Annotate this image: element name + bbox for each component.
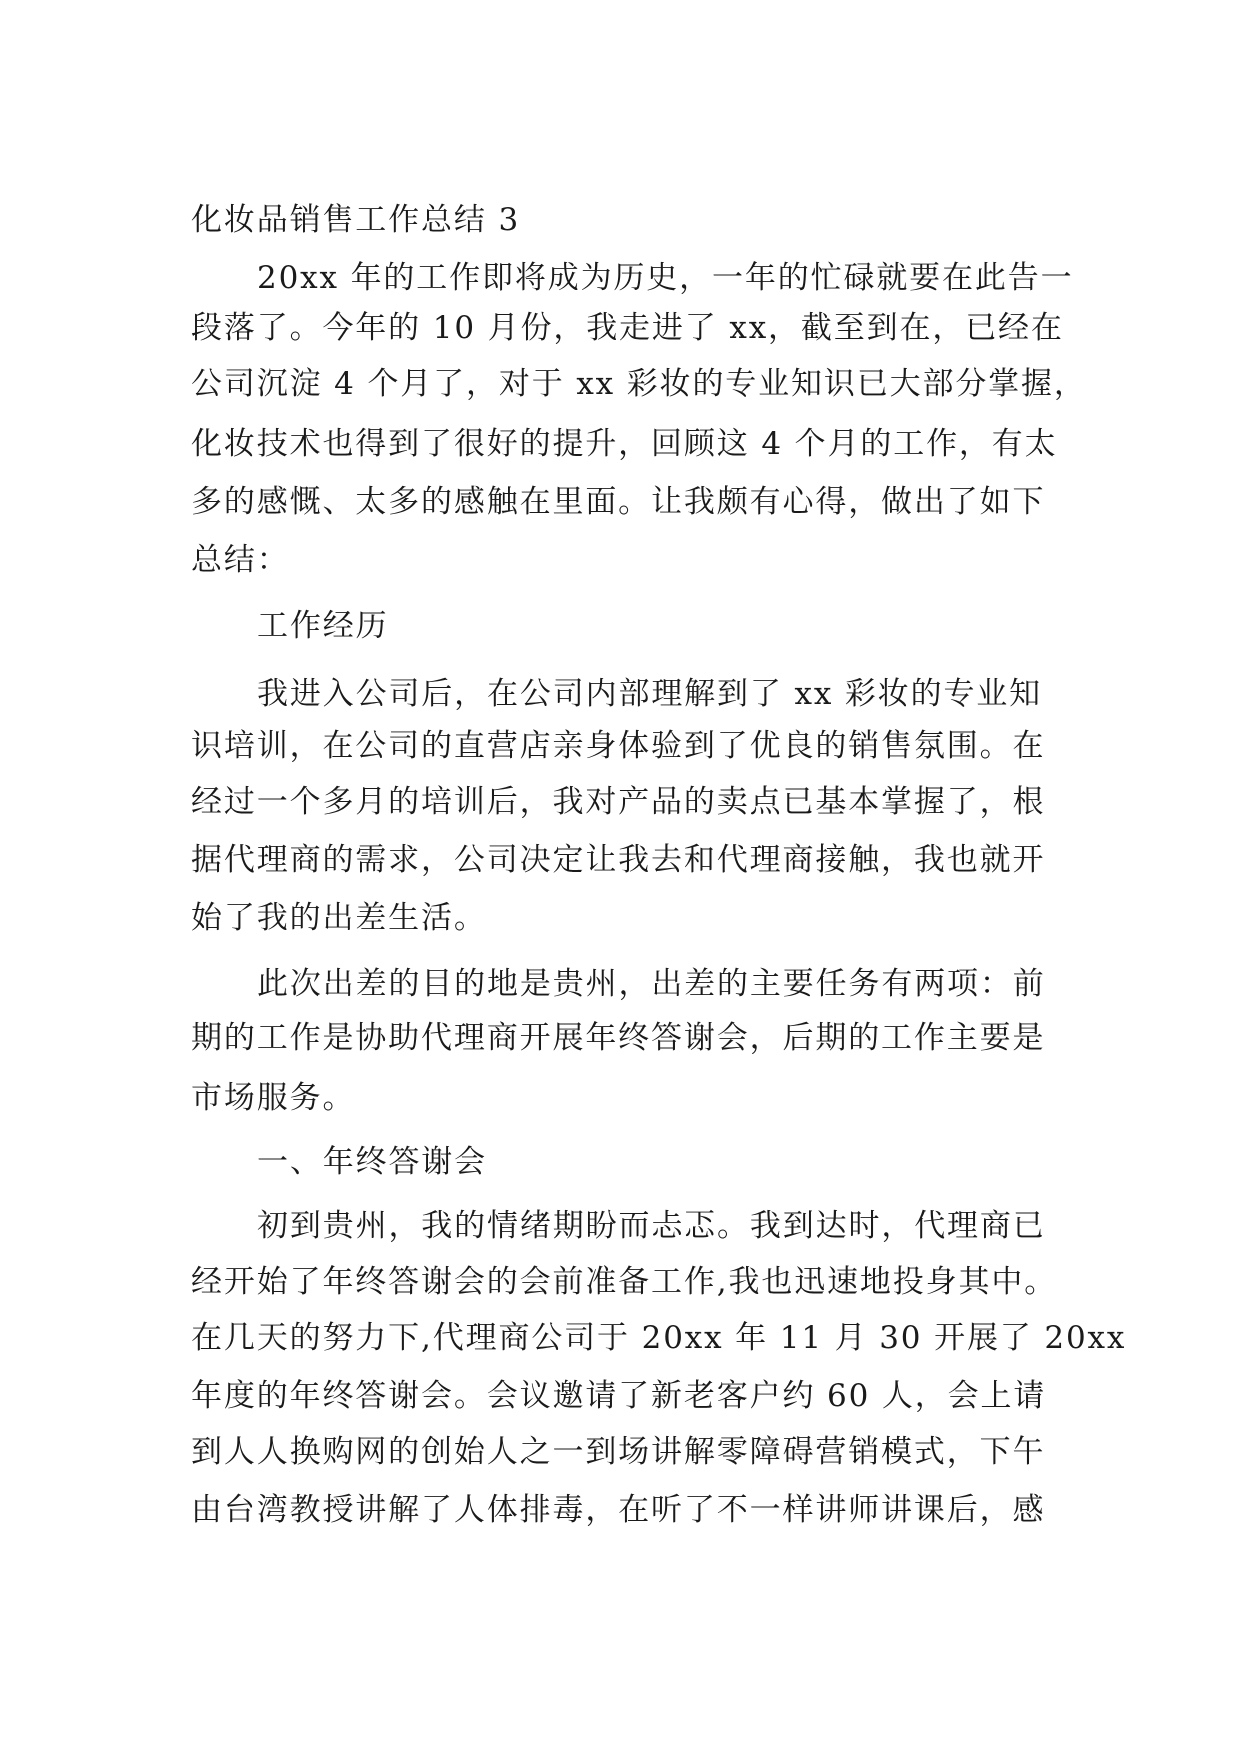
text-line: 由台湾教授讲解了人体排毒，在听了不一样讲师讲课后，感 xyxy=(191,1492,1046,1528)
text-line: 20xx 年的工作即将成为历史，一年的忙碌就要在此告一 xyxy=(257,260,1074,296)
document-title: 化妆品销售工作总结 3 xyxy=(191,202,521,238)
text-line: 年度的年终答谢会。会议邀请了新老客户约 60 人，会上请 xyxy=(191,1378,1047,1414)
text-line: 市场服务。 xyxy=(191,1080,356,1116)
text-line: 识培训，在公司的直营店亲身体验到了优良的销售氛围。在 xyxy=(191,728,1046,764)
text-line: 多的感慨、太多的感触在里面。让我颇有心得，做出了如下 xyxy=(191,484,1046,520)
text-line: 段落了。今年的 10 月份，我走进了 xx，截至到在，已经在 xyxy=(191,310,1064,346)
text-line: 在几天的努力下,代理商公司于 20xx 年 11 月 30 开展了 20xx xyxy=(191,1320,1127,1356)
text-line: 公司沉淀 4 个月了，对于 xx 彩妆的专业知识已大部分掌握， xyxy=(191,366,1087,402)
text-line: 期的工作是协助代理商开展年终答谢会，后期的工作主要是 xyxy=(191,1020,1046,1056)
text-line: 总结： xyxy=(191,542,290,578)
text-line: 据代理商的需求，公司决定让我去和代理商接触，我也就开 xyxy=(191,842,1046,878)
text-line: 化妆技术也得到了很好的提升，回顾这 4 个月的工作，有太 xyxy=(191,426,1058,462)
text-line: 经过一个多月的培训后，我对产品的卖点已基本掌握了，根 xyxy=(191,784,1046,820)
section-heading: 工作经历 xyxy=(257,608,389,644)
text-line: 经开始了年终答谢会的会前准备工作,我也迅速地投身其中。 xyxy=(191,1264,1058,1300)
section-heading: 一、年终答谢会 xyxy=(257,1144,488,1180)
text-line: 初到贵州，我的情绪期盼而忐忑。我到达时，代理商已 xyxy=(257,1208,1046,1244)
text-line: 到人人换购网的创始人之一到场讲解零障碍营销模式，下午 xyxy=(191,1434,1046,1470)
text-line: 始了我的出差生活。 xyxy=(191,900,487,936)
text-line: 我进入公司后，在公司内部理解到了 xx 彩妆的专业知 xyxy=(257,676,1043,712)
text-line: 此次出差的目的地是贵州，出差的主要任务有两项：前 xyxy=(257,966,1046,1002)
